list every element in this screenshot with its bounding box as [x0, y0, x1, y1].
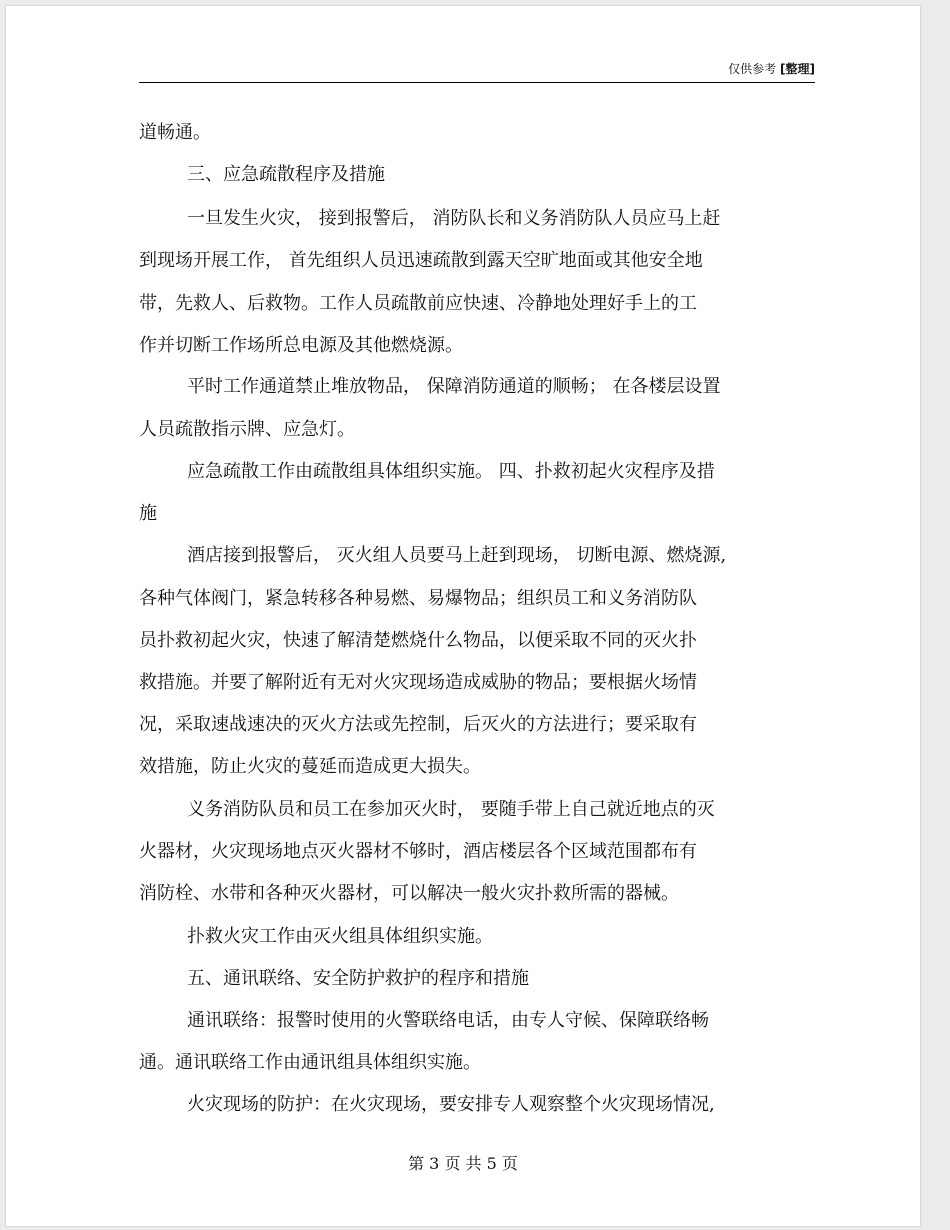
- header-text: 仅供参考: [728, 62, 777, 76]
- body-line: 通讯联络：报警时使用的火警联络电话，由专人守候、保障联络畅: [187, 1010, 709, 1031]
- body-line: 通。通讯联络工作由通讯组具体组织实施。: [139, 1052, 481, 1073]
- body-line: 救措施。并要了解附近有无对火灾现场造成威胁的物品；要根据火场情: [139, 672, 697, 693]
- header-mark: [整理]: [780, 62, 815, 76]
- body-line: 施: [139, 503, 157, 524]
- body-line: 员扑救初起火灾，快速了解清楚燃烧什么物品，以便采取不同的灭火扑: [139, 630, 697, 651]
- document-page: [6, 6, 920, 1226]
- body-line: 应急疏散工作由疏散组具体组织实施。 四、扑救初起火灾程序及措: [187, 461, 715, 482]
- body-line: 况，采取速战速决的灭火方法或先控制，后灭火的方法进行；要采取有: [139, 714, 697, 735]
- body-line: 义务消防队员和员工在参加灭火时， 要随手带上自己就近地点的灭: [187, 799, 715, 820]
- body-line: 扑救火灾工作由灭火组具体组织实施。: [187, 926, 493, 947]
- section-heading: 五、通讯联络、安全防护救护的程序和措施: [187, 968, 529, 989]
- body-line: 平时工作通道禁止堆放物品， 保障消防通道的顺畅； 在各楼层设置: [187, 376, 721, 397]
- page-footer: 第 3 页 共 5 页: [408, 1154, 518, 1173]
- body-line: 效措施，防止火灾的蔓延而造成更大损失。: [139, 756, 481, 777]
- body-line: 酒店接到报警后， 灭火组人员要马上赶到现场， 切断电源、燃烧源,: [187, 545, 727, 566]
- header-rule: [139, 82, 815, 83]
- page-header: [139, 61, 815, 77]
- section-heading: 三、应急疏散程序及措施: [187, 164, 385, 185]
- body-line: 带，先救人、后救物。工作人员疏散前应快速、冷静地处理好手上的工: [139, 293, 697, 314]
- body-line: 一旦发生火灾， 接到报警后， 消防队长和义务消防队人员应马上赶: [187, 208, 721, 229]
- body-line: 人员疏散指示牌、应急灯。: [139, 419, 355, 440]
- body-line: 作并切断工作场所总电源及其他燃烧源。: [139, 335, 463, 356]
- body-line: 各种气体阀门，紧急转移各种易燃、易爆物品；组织员工和义务消防队: [139, 588, 697, 609]
- body-line: 消防栓、水带和各种灭火器材，可以解决一般火灾扑救所需的器械。: [139, 883, 679, 904]
- body-line: 火灾现场的防护：在火灾现场，要安排专人观察整个火灾现场情况,: [187, 1094, 715, 1115]
- body-line: 道畅通。: [139, 122, 211, 143]
- body-line: 火器材，火灾现场地点灭火器材不够时，酒店楼层各个区域范围都布有: [139, 841, 697, 862]
- body-line: 到现场开展工作， 首先组织人员迅速疏散到露天空旷地面或其他安全地: [139, 250, 703, 271]
